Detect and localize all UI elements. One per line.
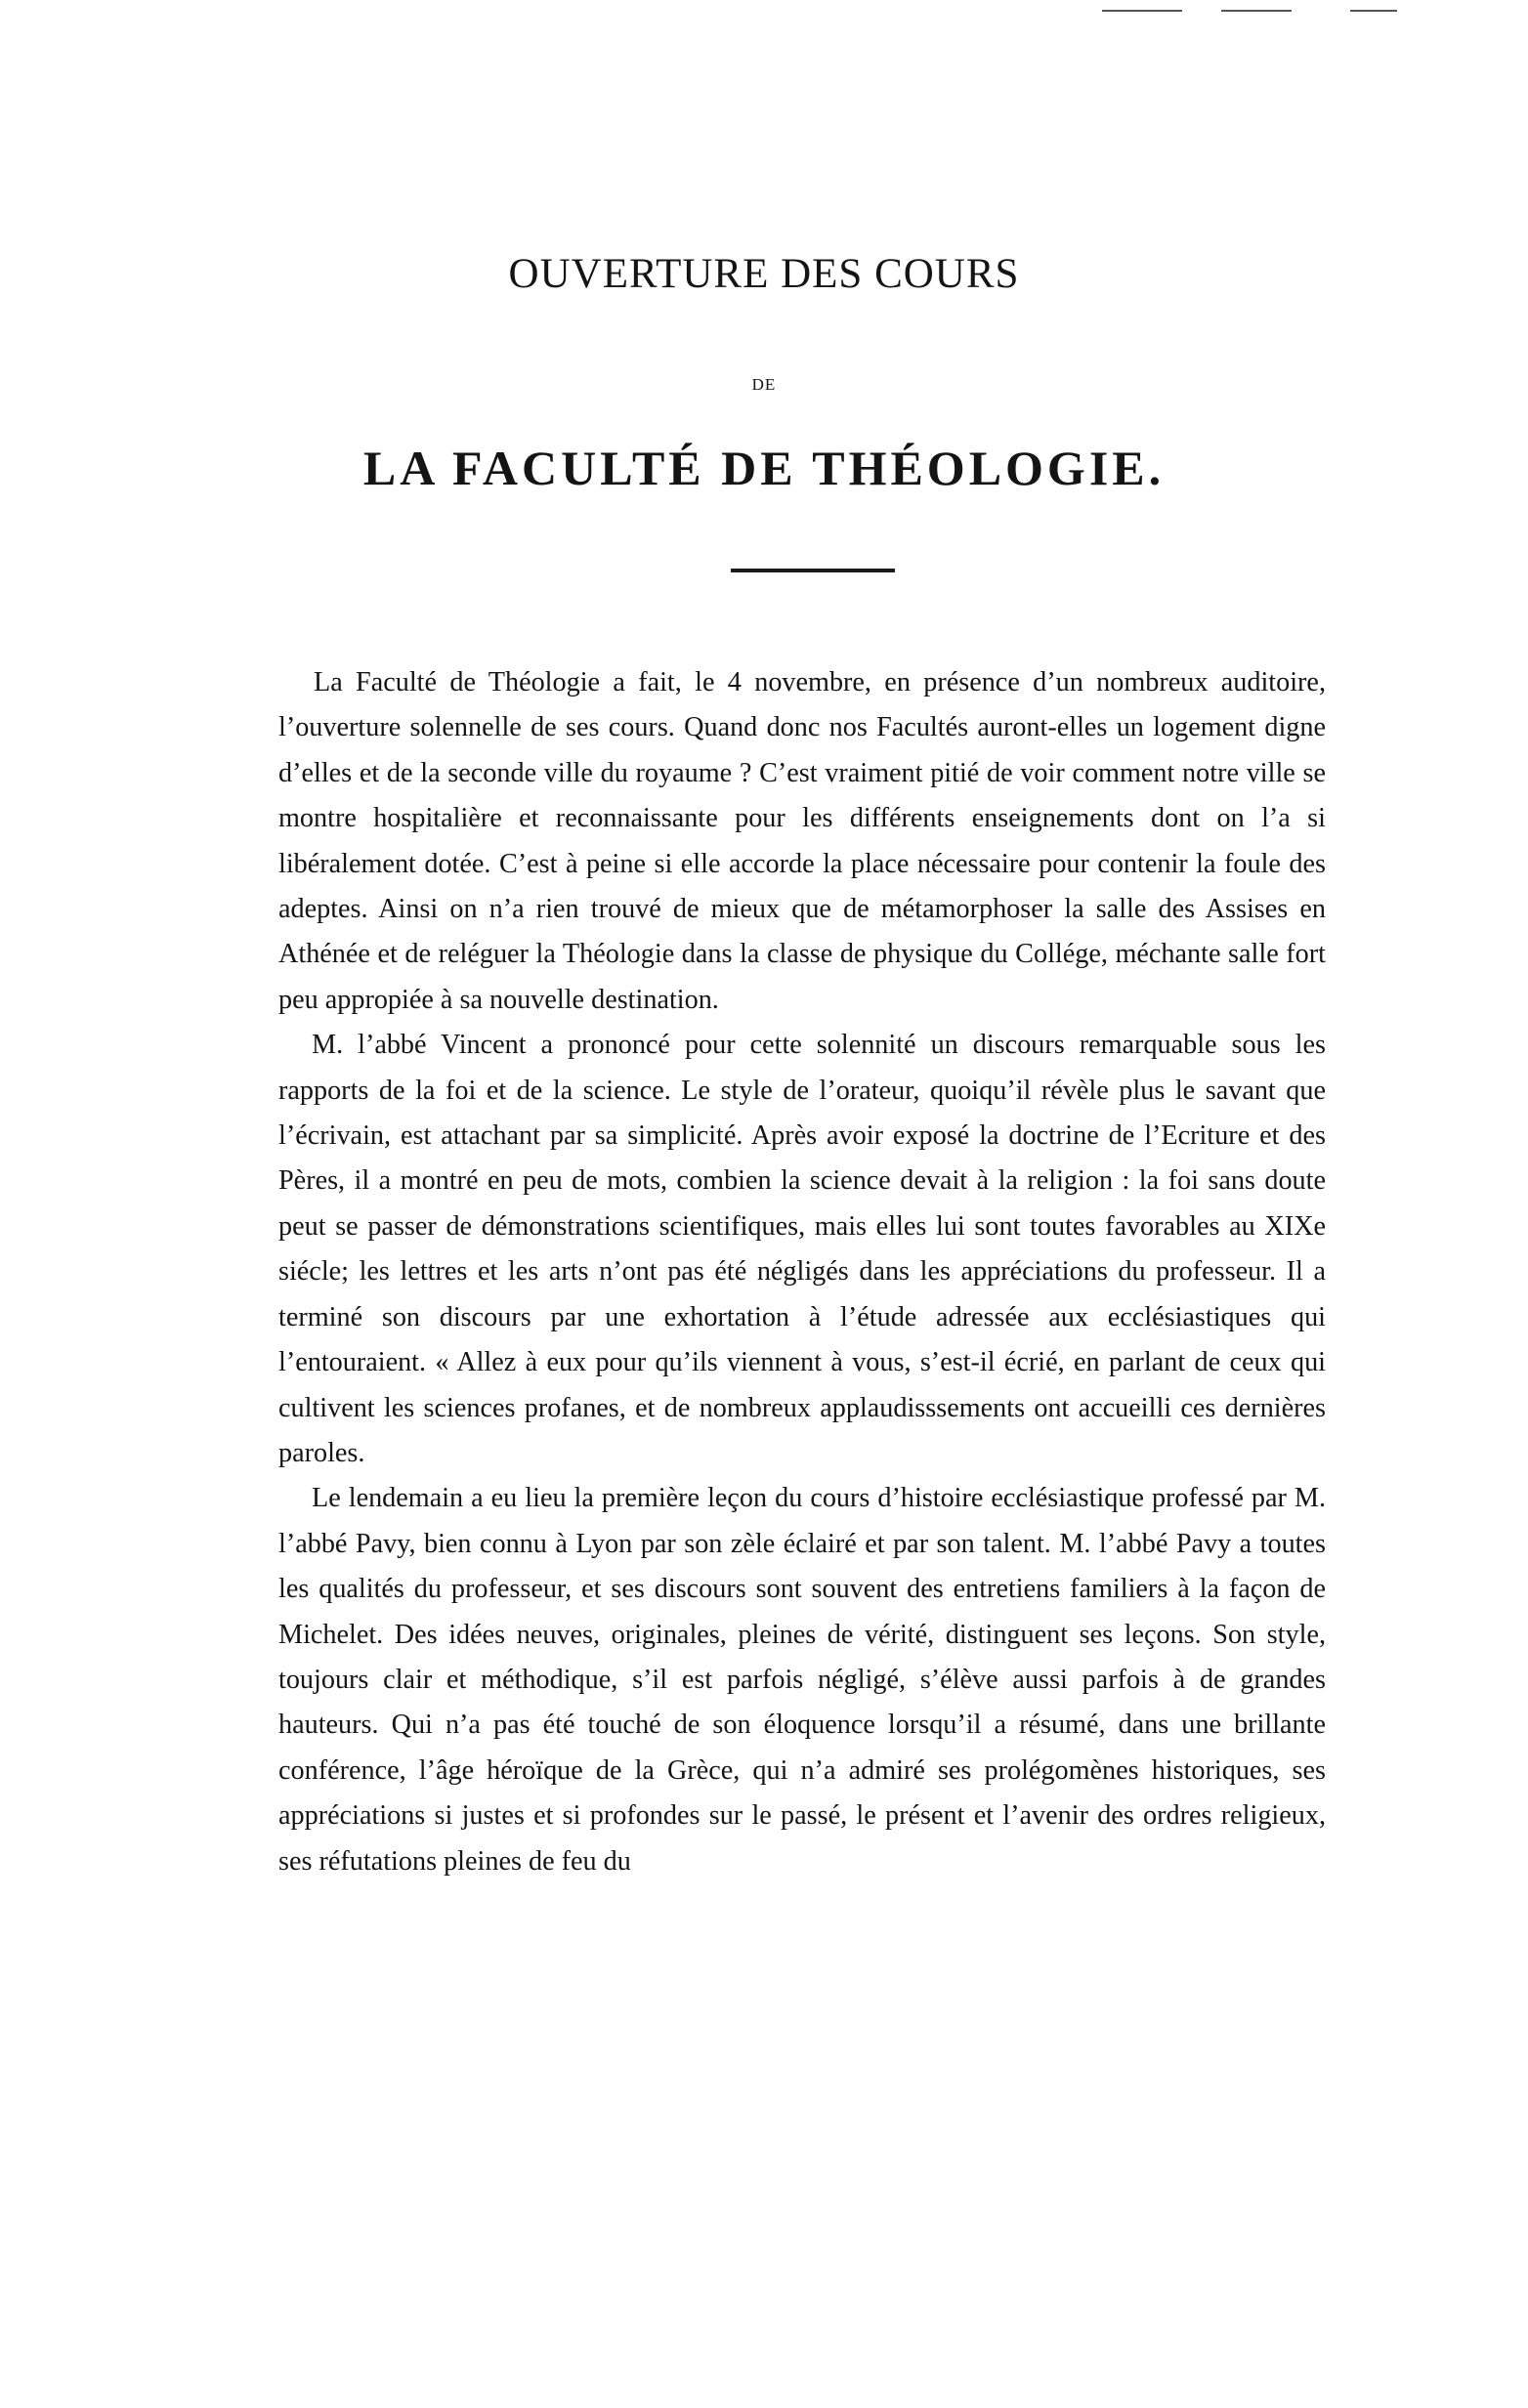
- paragraph: M. l’abbé Vincent a prononcé pour cette solennité un discours remarquable sous les rapports de la foi et de la science. Le style de l’orateur, quoiqu’il révèle plus le savant que l’écrivain, est attachant par sa simplicité. Après avoir exposé la doctrine de l’Ecriture et des Pères, il a montré en peu de mots, combien la science devait à la religion : la foi sans doute peut se passer de démonstrations scientifiques, mais elles lui sont toutes favorables au XIXe siécle; les lettres et les arts n’ont pas été négligés dans les appréciations du professeur. Il a terminé son discours par une exhortation à l’étude adressée aux ecclésiastiques qui l’entouraient. « Allez à eux pour qu’ils viennent à vous, s’est-il écrié, en parlant de ceux qui cultivent les sciences profanes, et de nombreux applaudisssements ont accueilli ces dernières paroles.: [278, 1030, 1326, 1468]
- page-title: LA FACULTÉ DE THÉOLOGIE.: [362, 441, 1166, 495]
- top-border-rule: [1221, 10, 1292, 12]
- top-border-rule: [1102, 10, 1182, 12]
- paragraph: Le lendemain a eu lieu la première leçon du cours d’histoire ecclésiastique professé par M. l’abbé Pavy, bien connu à Lyon par son zèle éclairé et par son talent. M. l’abbé Pavy a toutes les qualités du professeur, et ses discours sont souvent des entretiens familiers à la façon de Michelet. Des idées neuves, originales, pleines de vérité, distinguent ses leçons. Son style, toujours clair et méthodique, s’il est parfois négligé, s’élève aussi parfois à de grandes hauteurs. Qui n’a pas été touché de son éloquence lorsqu’il a résumé, dans une brillante conférence, l’âge héroïque de la Grèce, qui n’a admiré ses prolégomènes historiques, ses appréciations si justes et si profondes sur le passé, le présent et l’avenir des ordres religieux, ses réfutations pleines de feu du: [278, 1483, 1326, 1877]
- heading-connector: DE: [751, 375, 777, 394]
- paragraph: La Faculté de Théologie a fait, le 4 novembre, en présence d’un nombreux auditoire, l’ouverture solennelle de ses cours. Quand donc nos Facultés auront-elles un logement digne d’elles et de la seconde ville du royaume ? C’est vraiment pitié de voir comment notre ville se montre hospitalière et reconnaissante pour les différents enseignements dont on l’a si libéralement dotée. C’est à peine si elle accorde la place nécessaire pour contenir la foule des adeptes. Ainsi on n’a rien trouvé de mieux que de métamorphoser la salle des Assises en Athénée et de reléguer la Théologie dans la classe de physique du Collége, méchante salle fort peu appropiée à sa nouvelle destination.: [278, 667, 1326, 1015]
- article-body: [278, 660, 1326, 1884]
- title-divider: [731, 569, 895, 572]
- section-heading: OUVERTURE DES COURS: [508, 251, 1020, 297]
- top-border-rule: [1350, 10, 1397, 12]
